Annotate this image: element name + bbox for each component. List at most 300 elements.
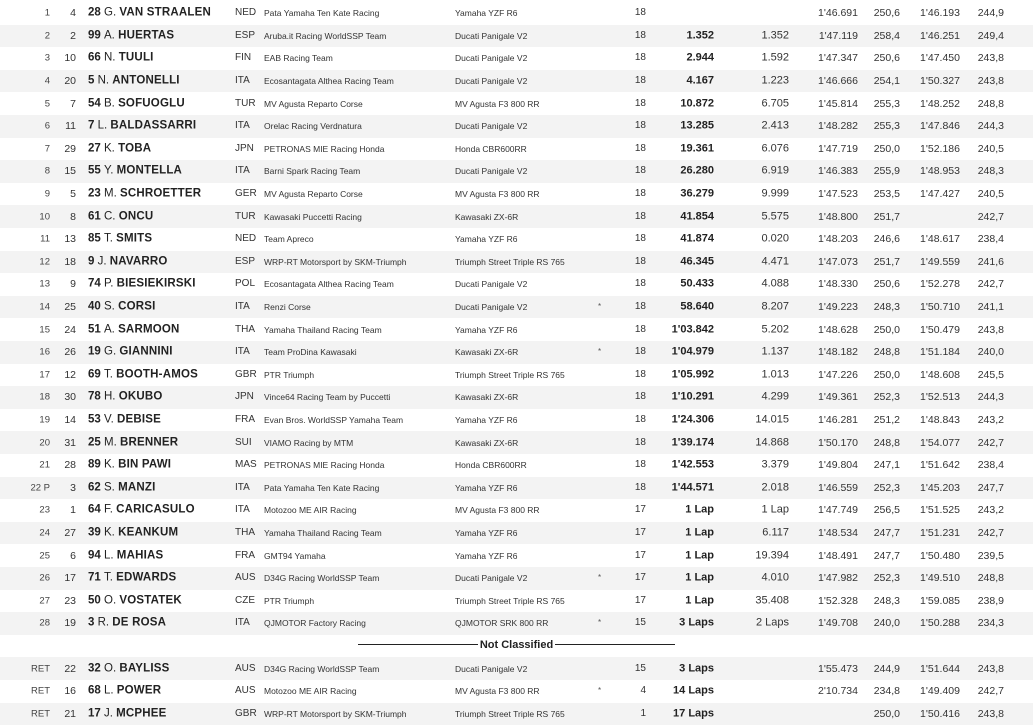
best-lap-cell: 1'47.226	[818, 368, 858, 381]
gap-first-cell: 1'03.842	[671, 323, 714, 336]
gap-first-cell: 1'42.553	[671, 458, 714, 471]
grid-cell: 10	[64, 52, 76, 65]
team-cell: QJMOTOR Factory Racing	[264, 618, 366, 629]
top-speed-cell: 244,3	[977, 391, 1004, 404]
gap-previous-cell: 4.471	[761, 255, 789, 268]
position-cell: 26	[39, 572, 50, 584]
laps-cell: 1	[640, 707, 646, 719]
grid-cell: 25	[64, 300, 76, 313]
table-row	[0, 409, 1033, 432]
laps-cell: 18	[634, 52, 646, 64]
lap-time-cell: 1'47.427	[920, 187, 960, 200]
best-lap-cell: 1'48.534	[818, 526, 858, 539]
team-cell: Pata Yamaha Ten Kate Racing	[264, 482, 380, 493]
rider-number: 99	[88, 29, 104, 42]
rider-initial: K.	[104, 526, 119, 539]
grid-cell: 19	[64, 617, 76, 630]
rider-cell	[88, 460, 171, 472]
table-row	[0, 567, 1033, 590]
best-lap-cell: 1'46.383	[818, 165, 858, 178]
bike-cell: Kawasaki ZX-6R	[455, 392, 519, 403]
grid-cell: 29	[64, 142, 76, 155]
grid-cell: 22	[64, 662, 76, 675]
table-row	[0, 273, 1033, 296]
top-speed-cell: 241,1	[977, 300, 1004, 313]
rider-surname: ANTONELLI	[112, 74, 180, 87]
grid-cell: 30	[64, 391, 76, 404]
laps-cell: 18	[634, 481, 646, 493]
position-cell: 10	[39, 210, 50, 222]
rider-number: 71	[88, 571, 104, 584]
best-lap-speed-cell: 254,1	[873, 74, 900, 87]
rider-cell	[88, 324, 180, 336]
rider-surname: ONCU	[118, 209, 154, 222]
bike-cell: QJMOTOR SRK 800 RR	[455, 618, 549, 629]
laps-cell: 18	[634, 255, 646, 267]
gap-first-cell: 50.433	[680, 277, 714, 290]
lap-time-cell: 1'49.510	[920, 572, 960, 585]
rider-number: 23	[88, 187, 104, 200]
team-cell: GMT94 Yamaha	[264, 550, 326, 561]
bike-cell: MV Agusta F3 800 RR	[455, 505, 540, 516]
table-row	[0, 680, 1033, 703]
lap-time-cell: 1'50.416	[920, 707, 960, 720]
table-row	[0, 522, 1033, 545]
bike-cell: Ducati Panigale V2	[455, 301, 528, 312]
lap-time-cell: 1'49.559	[920, 255, 960, 268]
top-speed-cell: 248,8	[977, 97, 1004, 110]
bike-cell: Triumph Street Triple RS 765	[455, 708, 565, 719]
rider-initial: V.	[104, 413, 118, 426]
rider-surname: DE ROSA	[112, 616, 167, 629]
lap-time-cell: 1'47.846	[920, 120, 960, 133]
nation-cell: ITA	[235, 120, 250, 132]
bike-cell: Yamaha YZF R6	[455, 8, 518, 19]
rider-initial: T.	[104, 571, 117, 584]
position-cell: 2	[44, 30, 50, 42]
gap-previous-cell: 9.999	[761, 187, 789, 200]
rider-number: 5	[88, 74, 98, 87]
rider-number: 64	[88, 503, 104, 516]
rider-surname: MAHIAS	[116, 548, 164, 561]
lap-time-cell: 1'45.203	[920, 481, 960, 494]
top-speed-cell: 239,5	[977, 549, 1004, 562]
top-speed-cell: 242,7	[977, 685, 1004, 698]
best-lap-speed-cell: 250,6	[873, 278, 900, 291]
top-speed-cell: 240,5	[977, 187, 1004, 200]
rider-number: 28	[88, 6, 104, 19]
laps-cell: 18	[634, 301, 646, 313]
rider-initial: A.	[104, 29, 119, 42]
best-lap-cell: 1'47.119	[818, 29, 858, 42]
gap-previous-cell: 14.015	[755, 413, 789, 426]
laps-cell: 18	[634, 391, 646, 403]
gap-previous-cell: 1.223	[761, 74, 789, 87]
best-lap-speed-cell: 247,7	[873, 526, 900, 539]
bike-cell: Yamaha YZF R6	[455, 414, 518, 425]
top-speed-cell: 243,8	[977, 52, 1004, 65]
rider-surname: BALDASSARRI	[110, 119, 197, 132]
position-cell: 18	[39, 391, 50, 403]
rider-cell	[88, 279, 196, 291]
bike-cell: Ducati Panigale V2	[455, 663, 528, 674]
nation-cell: MAS	[235, 459, 257, 471]
best-lap-speed-cell: 250,0	[873, 368, 900, 381]
rider-surname: CORSI	[118, 300, 156, 313]
gap-first-cell: 41.854	[680, 210, 714, 223]
position-cell: 19	[39, 414, 50, 426]
grid-cell: 16	[64, 685, 76, 698]
gap-previous-cell: 1.013	[761, 368, 789, 381]
position-cell: 17	[39, 369, 50, 381]
laps-cell: 18	[634, 459, 646, 471]
lap-time-cell: 1'59.085	[920, 594, 960, 607]
note-marker: *	[598, 686, 602, 696]
rider-cell	[88, 211, 153, 223]
team-cell: PETRONAS MIE Racing Honda	[264, 460, 385, 471]
best-lap-cell: 1'48.628	[818, 323, 858, 336]
best-lap-cell: 1'45.814	[818, 97, 858, 110]
grid-cell: 3	[70, 481, 76, 494]
bike-cell: Yamaha YZF R6	[455, 234, 518, 245]
laps-cell: 18	[634, 278, 646, 290]
top-speed-cell: 238,4	[977, 233, 1004, 246]
rider-initial: T.	[104, 368, 117, 381]
rider-surname: MANZI	[118, 481, 156, 494]
nation-cell: ITA	[235, 617, 250, 629]
note-marker: *	[598, 302, 602, 312]
rider-number: 32	[88, 661, 104, 674]
position-cell: 27	[39, 595, 50, 607]
best-lap-speed-cell: 250,0	[873, 323, 900, 336]
grid-cell: 14	[64, 413, 76, 426]
rider-cell	[88, 573, 176, 585]
gap-first-cell: 13.285	[680, 119, 714, 132]
position-cell: 15	[39, 323, 50, 335]
position-cell: 1	[44, 7, 50, 19]
best-lap-cell: 1'52.328	[818, 594, 858, 607]
top-speed-cell: 242,7	[977, 436, 1004, 449]
bike-cell: Ducati Panigale V2	[455, 573, 528, 584]
rider-surname: BIN PAWI	[118, 458, 172, 471]
best-lap-speed-cell: 248,8	[873, 346, 900, 359]
bike-cell: Kawasaki ZX-6R	[455, 211, 519, 222]
bike-cell: Kawasaki ZX-6R	[455, 437, 519, 448]
best-lap-cell: 1'50.170	[818, 436, 858, 449]
nation-cell: ITA	[235, 481, 250, 493]
grid-cell: 24	[64, 323, 76, 336]
gap-first-cell: 10.872	[680, 97, 714, 110]
best-lap-speed-cell: 248,3	[873, 300, 900, 313]
position-cell: 16	[39, 346, 50, 358]
laps-cell: 18	[634, 7, 646, 19]
rider-number: 39	[88, 526, 104, 539]
lap-time-cell: 1'48.617	[920, 233, 960, 246]
bike-cell: Kawasaki ZX-6R	[455, 347, 519, 358]
table-row	[0, 92, 1033, 115]
gap-first-cell: 17 Laps	[673, 707, 714, 720]
rider-cell	[88, 30, 174, 42]
rider-initial: T.	[104, 232, 117, 245]
best-lap-cell: 1'49.804	[818, 459, 858, 472]
team-cell: WRP-RT Motorsport by SKM-Triumph	[264, 708, 407, 719]
lap-time-cell: 1'51.642	[920, 459, 960, 472]
rider-number: 85	[88, 232, 104, 245]
grid-cell: 1	[70, 504, 76, 517]
nation-cell: POL	[235, 278, 256, 290]
nation-cell: NED	[235, 7, 257, 19]
nation-cell: ITA	[235, 165, 250, 177]
rider-number: 68	[88, 684, 104, 697]
rider-surname: HUERTAS	[118, 29, 175, 42]
bike-cell: Ducati Panigale V2	[455, 121, 528, 132]
best-lap-speed-cell: 255,9	[873, 165, 900, 178]
best-lap-speed-cell: 251,7	[873, 255, 900, 268]
grid-cell: 18	[64, 255, 76, 268]
rider-cell	[88, 8, 211, 20]
grid-cell: 8	[70, 210, 76, 223]
top-speed-cell: 240,0	[977, 346, 1004, 359]
top-speed-cell: 249,4	[977, 29, 1004, 42]
rider-cell	[88, 437, 178, 449]
position-cell: 11	[40, 233, 50, 245]
laps-cell: 17	[634, 527, 646, 539]
bike-cell: MV Agusta F3 800 RR	[455, 188, 540, 199]
best-lap-speed-cell: 252,3	[873, 481, 900, 494]
table-row	[0, 183, 1033, 206]
top-speed-cell: 243,8	[977, 662, 1004, 675]
rider-initial: G.	[104, 6, 120, 19]
table-row	[0, 138, 1033, 161]
team-cell: Ecosantagata Althea Racing Team	[264, 279, 394, 290]
rider-initial: M.	[104, 435, 120, 448]
gap-previous-cell: 1 Lap	[761, 503, 789, 516]
rider-number: 62	[88, 481, 104, 494]
rider-number: 69	[88, 368, 104, 381]
laps-cell: 18	[634, 97, 646, 109]
gap-first-cell: 19.361	[680, 142, 714, 155]
lap-time-cell: 1'51.231	[920, 526, 960, 539]
team-cell: WRP-RT Motorsport by SKM-Triumph	[264, 256, 407, 267]
nation-cell: TUR	[235, 97, 256, 109]
gap-first-cell: 1'10.291	[671, 390, 714, 403]
grid-cell: 2	[70, 29, 76, 42]
nation-cell: FRA	[235, 549, 255, 561]
best-lap-cell: 1'49.708	[818, 617, 858, 630]
grid-cell: 5	[70, 187, 76, 200]
rider-number: 55	[88, 164, 104, 177]
nation-cell: ITA	[235, 346, 250, 358]
top-speed-cell: 242,7	[977, 210, 1004, 223]
rider-initial: C.	[104, 209, 119, 222]
gap-previous-cell: 1.352	[761, 29, 789, 42]
grid-cell: 20	[64, 74, 76, 87]
laps-cell: 17	[634, 504, 646, 516]
rider-initial: N.	[104, 51, 119, 64]
nation-cell: ITA	[235, 504, 250, 516]
best-lap-speed-cell: 256,5	[873, 504, 900, 517]
grid-cell: 15	[64, 165, 76, 178]
bike-cell: Ducati Panigale V2	[455, 166, 528, 177]
best-lap-cell: 1'47.347	[818, 52, 858, 65]
rider-initial: G.	[104, 345, 120, 358]
top-speed-cell: 243,8	[977, 74, 1004, 87]
rider-number: 7	[88, 119, 98, 132]
rider-number: 3	[88, 616, 98, 629]
best-lap-cell: 1'47.073	[818, 255, 858, 268]
gap-previous-cell: 4.299	[761, 390, 789, 403]
gap-previous-cell: 6.705	[761, 97, 789, 110]
table-row	[0, 431, 1033, 454]
gap-first-cell: 1 Lap	[685, 571, 714, 584]
note-marker: *	[598, 347, 602, 357]
best-lap-speed-cell: 250,0	[873, 142, 900, 155]
position-cell: 9	[44, 188, 50, 200]
position-cell: RET	[31, 708, 50, 720]
best-lap-cell: 1'47.982	[818, 572, 858, 585]
top-speed-cell: 234,3	[977, 617, 1004, 630]
lap-time-cell: 1'48.252	[920, 97, 960, 110]
grid-cell: 17	[64, 572, 76, 585]
rider-cell	[88, 98, 185, 110]
nation-cell: ITA	[235, 301, 250, 313]
bike-cell: MV Agusta F3 800 RR	[455, 686, 540, 697]
rider-initial: O.	[104, 594, 120, 607]
best-lap-speed-cell: 250,6	[873, 52, 900, 65]
lap-time-cell: 1'52.186	[920, 142, 960, 155]
nation-cell: JPN	[235, 391, 254, 403]
rider-cell	[88, 121, 196, 133]
bike-cell: MV Agusta F3 800 RR	[455, 98, 540, 109]
grid-cell: 9	[70, 278, 76, 291]
best-lap-speed-cell: 247,1	[873, 459, 900, 472]
top-speed-cell: 244,9	[977, 7, 1004, 20]
table-row	[0, 205, 1033, 228]
position-cell: 23	[39, 504, 50, 516]
rider-initial: L.	[104, 548, 117, 561]
rider-initial: J.	[104, 707, 117, 720]
team-cell: PTR Triumph	[264, 369, 315, 380]
best-lap-speed-cell: 251,7	[873, 210, 900, 223]
position-cell: 25	[39, 549, 50, 561]
gap-first-cell: 46.345	[680, 255, 714, 268]
rider-surname: BRENNER	[119, 435, 179, 448]
table-row	[0, 364, 1033, 387]
gap-first-cell: 3 Laps	[679, 616, 714, 629]
lap-time-cell: 1'52.278	[920, 278, 960, 291]
table-row	[0, 590, 1033, 613]
laps-cell: 4	[640, 685, 646, 697]
grid-cell: 4	[70, 7, 76, 20]
rider-number: 17	[88, 707, 104, 720]
rider-surname: GIANNINI	[119, 345, 173, 358]
nation-cell: GER	[235, 188, 257, 200]
top-speed-cell: 244,3	[977, 120, 1004, 133]
rider-surname: SCHROETTER	[119, 187, 202, 200]
rider-surname: SOFUOGLU	[118, 96, 185, 109]
rider-surname: TOBA	[118, 142, 152, 155]
team-cell: D34G Racing WorldSSP Team	[264, 573, 380, 584]
best-lap-cell: 1'46.666	[818, 74, 858, 87]
team-cell: Yamaha Thailand Racing Team	[264, 324, 382, 335]
gap-first-cell: 58.640	[680, 300, 714, 313]
grid-cell: 26	[64, 346, 76, 359]
table-row	[0, 70, 1033, 93]
best-lap-cell: 1'48.282	[818, 120, 858, 133]
bike-cell: Triumph Street Triple RS 765	[455, 256, 565, 267]
lap-time-cell: 1'46.251	[920, 29, 960, 42]
position-cell: 21	[39, 459, 50, 471]
rider-cell	[88, 75, 180, 87]
rider-number: 54	[88, 96, 104, 109]
rider-initial: B.	[104, 96, 119, 109]
rider-surname: EDWARDS	[116, 571, 177, 584]
lap-time-cell: 1'48.953	[920, 165, 960, 178]
rider-initial: Y.	[104, 164, 117, 177]
rider-cell	[88, 53, 154, 65]
top-speed-cell: 238,4	[977, 459, 1004, 472]
rider-cell	[88, 234, 152, 246]
table-row	[0, 477, 1033, 500]
table-row	[0, 47, 1033, 70]
best-lap-speed-cell: 248,3	[873, 594, 900, 607]
position-cell: 6	[44, 120, 50, 132]
rider-number: 66	[88, 51, 104, 64]
position-cell: 8	[44, 165, 50, 177]
best-lap-cell: 1'49.223	[818, 300, 858, 313]
grid-cell: 27	[64, 526, 76, 539]
rider-surname: VOSTATEK	[119, 594, 182, 607]
rider-initial: P.	[104, 277, 117, 290]
position-cell: 7	[44, 143, 50, 155]
lap-time-cell: 1'50.288	[920, 617, 960, 630]
rider-cell	[88, 663, 170, 675]
table-row	[0, 612, 1033, 635]
rider-number: 50	[88, 594, 104, 607]
laps-cell: 18	[634, 75, 646, 87]
best-lap-speed-cell: 251,2	[873, 413, 900, 426]
best-lap-speed-cell: 234,8	[873, 685, 900, 698]
nation-cell: THA	[235, 527, 255, 539]
rider-initial: J.	[97, 255, 110, 268]
table-row	[0, 341, 1033, 364]
bike-cell: Honda CBR600RR	[455, 143, 527, 154]
best-lap-cell: 1'55.473	[818, 662, 858, 675]
separator-line	[358, 644, 478, 645]
best-lap-speed-cell: 255,3	[873, 120, 900, 133]
team-cell: Team ProDina Kawasaki	[264, 347, 357, 358]
best-lap-speed-cell: 252,3	[873, 391, 900, 404]
lap-time-cell: 1'51.525	[920, 504, 960, 517]
gap-previous-cell: 3.379	[761, 458, 789, 471]
top-speed-cell: 241,6	[977, 255, 1004, 268]
gap-previous-cell: 5.202	[761, 323, 789, 336]
gap-first-cell: 1 Lap	[685, 549, 714, 562]
team-cell: Barni Spark Racing Team	[264, 166, 361, 177]
note-marker: *	[598, 618, 602, 628]
laps-cell: 18	[634, 323, 646, 335]
rider-surname: BIESIEKIRSKI	[116, 277, 196, 290]
nation-cell: AUS	[235, 572, 256, 584]
nation-cell: FRA	[235, 414, 255, 426]
gap-first-cell: 1 Lap	[685, 503, 714, 516]
best-lap-speed-cell: 246,6	[873, 233, 900, 246]
rider-cell	[88, 550, 163, 562]
gap-previous-cell: 2.413	[761, 119, 789, 132]
position-cell: 3	[44, 52, 50, 64]
rider-cell	[88, 527, 178, 539]
table-row	[0, 318, 1033, 341]
